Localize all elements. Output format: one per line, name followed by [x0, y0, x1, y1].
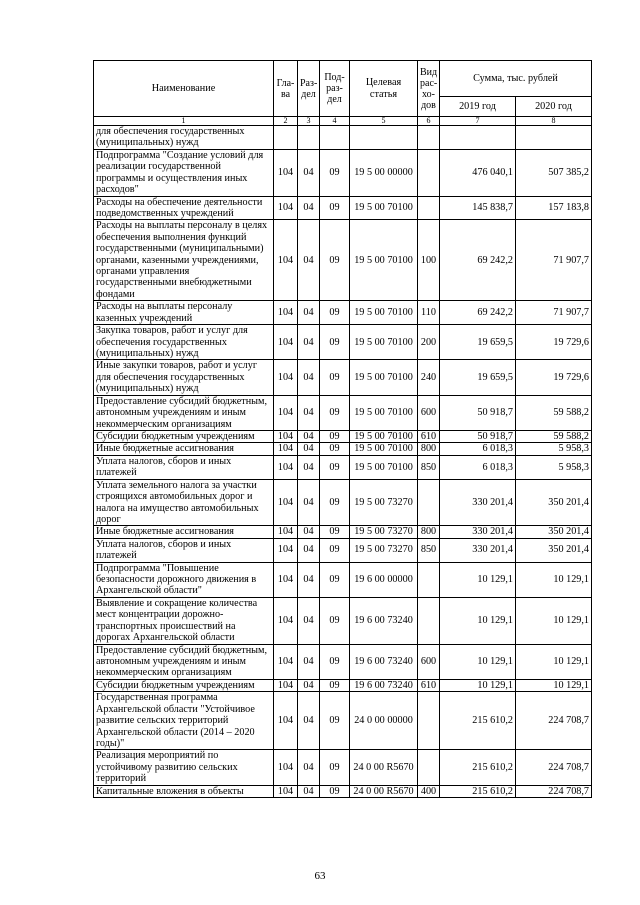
header-podrazdel: Под-раз-дел	[320, 61, 350, 117]
cell-razdel: 04	[298, 785, 320, 797]
cell-target: 19 5 00 73270	[350, 479, 418, 526]
table-row	[94, 325, 592, 360]
cell-razdel	[298, 126, 320, 150]
cell-vid: 600	[418, 644, 440, 679]
table-row	[94, 220, 592, 301]
cell-y2020: 224 708,7	[516, 692, 592, 750]
cell-name: Предоставление субсидий бюджетным, автономным учреждениям и иным некоммерческим организациям	[94, 395, 274, 430]
table-row	[94, 455, 592, 479]
cell-y2019: 10 129,1	[440, 644, 516, 679]
cell-y2019: 145 838,7	[440, 196, 516, 220]
header-2020: 2020 год	[516, 97, 592, 117]
table-row	[94, 644, 592, 679]
cell-vid: 240	[418, 360, 440, 395]
cell-podrazdel: 09	[320, 538, 350, 562]
table-row	[94, 562, 592, 597]
header-2019: 2019 год	[440, 97, 516, 117]
cell-glava: 104	[274, 644, 298, 679]
cell-glava: 104	[274, 220, 298, 301]
cell-y2019: 19 659,5	[440, 325, 516, 360]
cell-name: Уплата земельного налога за участки строящихся автомобильных дорог и налога на имущество автомобильных дорог	[94, 479, 274, 526]
cell-y2020: 507 385,2	[516, 149, 592, 196]
cell-name: Государственная программа Архангельской области "Устойчивое развитие сельских территорий Архангельской области (2014 – 2020 годы)"	[94, 692, 274, 750]
cell-glava: 104	[274, 395, 298, 430]
cell-name: Субсидии бюджетным учреждениям	[94, 430, 274, 442]
cell-y2020: 19 729,6	[516, 360, 592, 395]
cell-podrazdel: 09	[320, 395, 350, 430]
cell-glava: 104	[274, 785, 298, 797]
table-row	[94, 126, 592, 150]
cell-target: 19 5 00 70100	[350, 443, 418, 455]
cell-name: Реализация мероприятий по устойчивому развитию сельских территорий	[94, 750, 274, 785]
cell-y2019: 10 129,1	[440, 562, 516, 597]
page-number: 63	[314, 870, 326, 882]
table-row	[94, 196, 592, 220]
cell-name: Иные бюджетные ассигнования	[94, 443, 274, 455]
cell-razdel: 04	[298, 325, 320, 360]
cell-y2019: 19 659,5	[440, 360, 516, 395]
table-row	[94, 526, 592, 538]
cell-y2020: 10 129,1	[516, 644, 592, 679]
cell-glava: 104	[274, 360, 298, 395]
table-row	[94, 479, 592, 526]
cell-y2020: 10 129,1	[516, 679, 592, 691]
cell-glava: 104	[274, 692, 298, 750]
cell-vid: 850	[418, 538, 440, 562]
cell-name: Подпрограмма "Повышение безопасности дорожного движения в Архангельской области"	[94, 562, 274, 597]
cell-y2019: 10 129,1	[440, 597, 516, 644]
column-number: 2	[274, 117, 298, 126]
cell-razdel: 04	[298, 692, 320, 750]
cell-name: Иные закупки товаров, работ и услуг для обеспечения государственных (муниципальных) нужд	[94, 360, 274, 395]
cell-y2019: 6 018,3	[440, 443, 516, 455]
header-name: Наименование	[94, 61, 274, 117]
cell-y2019: 476 040,1	[440, 149, 516, 196]
column-numbers-row	[94, 117, 592, 126]
cell-y2019: 6 018,3	[440, 455, 516, 479]
column-number: 4	[320, 117, 350, 126]
column-number: 7	[440, 117, 516, 126]
table-row	[94, 430, 592, 442]
cell-glava: 104	[274, 430, 298, 442]
cell-vid	[418, 692, 440, 750]
cell-name: Подпрограмма "Создание условий для реализации государственной программы и осуществления иных расходов"	[94, 149, 274, 196]
cell-target: 19 5 00 73270	[350, 538, 418, 562]
cell-vid	[418, 597, 440, 644]
table-row	[94, 597, 592, 644]
table-row	[94, 692, 592, 750]
cell-y2019: 10 129,1	[440, 679, 516, 691]
cell-glava	[274, 126, 298, 150]
cell-name: Закупка товаров, работ и услуг для обеспечения государственных (муниципальных) нужд	[94, 325, 274, 360]
table-row	[94, 538, 592, 562]
cell-podrazdel: 09	[320, 301, 350, 325]
cell-podrazdel: 09	[320, 455, 350, 479]
cell-glava: 104	[274, 679, 298, 691]
cell-name: Уплата налогов, сборов и иных платежей	[94, 455, 274, 479]
cell-y2019: 50 918,7	[440, 430, 516, 442]
cell-target: 19 6 00 00000	[350, 562, 418, 597]
cell-podrazdel: 09	[320, 443, 350, 455]
cell-razdel: 04	[298, 750, 320, 785]
cell-glava: 104	[274, 479, 298, 526]
cell-y2019: 215 610,2	[440, 785, 516, 797]
cell-podrazdel: 09	[320, 644, 350, 679]
cell-glava: 104	[274, 597, 298, 644]
column-number: 8	[516, 117, 592, 126]
cell-target: 19 5 00 70100	[350, 395, 418, 430]
column-number: 3	[298, 117, 320, 126]
cell-glava: 104	[274, 149, 298, 196]
cell-podrazdel: 09	[320, 785, 350, 797]
cell-y2020	[516, 126, 592, 150]
cell-vid: 850	[418, 455, 440, 479]
cell-name: Капитальные вложения в объекты	[94, 785, 274, 797]
budget-table	[93, 60, 592, 798]
column-number: 5	[350, 117, 418, 126]
cell-glava: 104	[274, 443, 298, 455]
cell-razdel: 04	[298, 479, 320, 526]
cell-name: Уплата налогов, сборов и иных платежей	[94, 538, 274, 562]
cell-podrazdel: 09	[320, 149, 350, 196]
cell-razdel: 04	[298, 395, 320, 430]
column-number: 1	[94, 117, 274, 126]
table-row	[94, 301, 592, 325]
cell-podrazdel: 09	[320, 430, 350, 442]
cell-razdel: 04	[298, 430, 320, 442]
cell-y2020: 10 129,1	[516, 597, 592, 644]
table-row	[94, 785, 592, 797]
cell-glava: 104	[274, 301, 298, 325]
cell-y2020: 10 129,1	[516, 562, 592, 597]
cell-y2020: 59 588,2	[516, 395, 592, 430]
cell-podrazdel: 09	[320, 692, 350, 750]
cell-vid: 100	[418, 220, 440, 301]
cell-target: 19 5 00 73270	[350, 526, 418, 538]
cell-vid	[418, 479, 440, 526]
cell-razdel: 04	[298, 196, 320, 220]
cell-y2019: 215 610,2	[440, 750, 516, 785]
cell-name: Предоставление субсидий бюджетным, автономным учреждениям и иным некоммерческим организациям	[94, 644, 274, 679]
table-row	[94, 149, 592, 196]
table-row	[94, 679, 592, 691]
cell-target: 19 6 00 73240	[350, 679, 418, 691]
cell-target: 19 6 00 73240	[350, 597, 418, 644]
cell-razdel: 04	[298, 149, 320, 196]
cell-target: 19 6 00 73240	[350, 644, 418, 679]
cell-target: 24 0 00 R5670	[350, 785, 418, 797]
cell-y2020: 224 708,7	[516, 750, 592, 785]
table-row	[94, 395, 592, 430]
cell-target: 24 0 00 00000	[350, 692, 418, 750]
header-row	[94, 61, 592, 97]
column-number: 6	[418, 117, 440, 126]
cell-razdel: 04	[298, 220, 320, 301]
cell-y2019	[440, 126, 516, 150]
cell-vid	[418, 750, 440, 785]
cell-vid: 600	[418, 395, 440, 430]
cell-razdel: 04	[298, 301, 320, 325]
cell-razdel: 04	[298, 360, 320, 395]
cell-name: Расходы на выплаты персоналу в целях обеспечения выполнения функций государственными (муниципальными) органами, казенными учреждениями, органами управления государственными внебюджетными фондами	[94, 220, 274, 301]
cell-vid: 610	[418, 430, 440, 442]
cell-name: для обеспечения государственных (муниципальных) нужд	[94, 126, 274, 150]
cell-vid	[418, 149, 440, 196]
cell-target: 19 5 00 00000	[350, 149, 418, 196]
cell-target: 19 5 00 70100	[350, 325, 418, 360]
cell-podrazdel	[320, 126, 350, 150]
cell-glava: 104	[274, 455, 298, 479]
cell-glava: 104	[274, 562, 298, 597]
cell-name: Иные бюджетные ассигнования	[94, 526, 274, 538]
cell-vid	[418, 562, 440, 597]
cell-target: 19 5 00 70100	[350, 196, 418, 220]
cell-target: 24 0 00 R5670	[350, 750, 418, 785]
cell-razdel: 04	[298, 455, 320, 479]
cell-target: 19 5 00 70100	[350, 220, 418, 301]
cell-glava: 104	[274, 325, 298, 360]
cell-podrazdel: 09	[320, 679, 350, 691]
cell-y2020: 5 958,3	[516, 443, 592, 455]
cell-y2020: 224 708,7	[516, 785, 592, 797]
cell-razdel: 04	[298, 679, 320, 691]
table-row	[94, 443, 592, 455]
cell-podrazdel: 09	[320, 750, 350, 785]
cell-y2019: 69 242,2	[440, 301, 516, 325]
cell-podrazdel: 09	[320, 360, 350, 395]
cell-razdel: 04	[298, 562, 320, 597]
cell-target: 19 5 00 70100	[350, 360, 418, 395]
cell-y2020: 5 958,3	[516, 455, 592, 479]
cell-y2019: 50 918,7	[440, 395, 516, 430]
cell-podrazdel: 09	[320, 479, 350, 526]
cell-y2019: 330 201,4	[440, 526, 516, 538]
header-vid: Вид рас-хо-дов	[418, 61, 440, 117]
cell-name: Расходы на выплаты персоналу казенных учреждений	[94, 301, 274, 325]
table-row	[94, 360, 592, 395]
cell-y2020: 71 907,7	[516, 220, 592, 301]
cell-y2020: 350 201,4	[516, 479, 592, 526]
cell-target: 19 5 00 70100	[350, 455, 418, 479]
cell-vid: 800	[418, 443, 440, 455]
cell-y2020: 59 588,2	[516, 430, 592, 442]
cell-y2020: 350 201,4	[516, 526, 592, 538]
cell-target: 19 5 00 70100	[350, 301, 418, 325]
cell-vid: 610	[418, 679, 440, 691]
cell-vid	[418, 126, 440, 150]
cell-target: 19 5 00 70100	[350, 430, 418, 442]
cell-podrazdel: 09	[320, 196, 350, 220]
cell-y2019: 215 610,2	[440, 692, 516, 750]
table-row	[94, 750, 592, 785]
cell-podrazdel: 09	[320, 325, 350, 360]
cell-vid: 200	[418, 325, 440, 360]
cell-y2020: 19 729,6	[516, 325, 592, 360]
cell-glava: 104	[274, 526, 298, 538]
cell-name: Выявление и сокращение количества мест концентрации дорожно-транспортных происшествий на дорогах Архангельской области	[94, 597, 274, 644]
cell-podrazdel: 09	[320, 526, 350, 538]
cell-vid: 800	[418, 526, 440, 538]
cell-razdel: 04	[298, 597, 320, 644]
cell-glava: 104	[274, 538, 298, 562]
cell-razdel: 04	[298, 644, 320, 679]
header-sum: Сумма, тыс. рублей	[440, 61, 592, 97]
cell-podrazdel: 09	[320, 220, 350, 301]
cell-glava: 104	[274, 196, 298, 220]
cell-vid: 400	[418, 785, 440, 797]
header-target: Целевая статья	[350, 61, 418, 117]
cell-razdel: 04	[298, 526, 320, 538]
cell-y2019: 330 201,4	[440, 538, 516, 562]
cell-y2020: 157 183,8	[516, 196, 592, 220]
cell-razdel: 04	[298, 443, 320, 455]
cell-vid	[418, 196, 440, 220]
cell-name: Расходы на обеспечение деятельности подведомственных учреждений	[94, 196, 274, 220]
cell-y2019: 330 201,4	[440, 479, 516, 526]
cell-podrazdel: 09	[320, 597, 350, 644]
header-razdel: Раз-дел	[298, 61, 320, 117]
cell-y2020: 71 907,7	[516, 301, 592, 325]
cell-name: Субсидии бюджетным учреждениям	[94, 679, 274, 691]
header-glava: Гла-ва	[274, 61, 298, 117]
cell-target	[350, 126, 418, 150]
cell-y2019: 69 242,2	[440, 220, 516, 301]
cell-glava: 104	[274, 750, 298, 785]
cell-podrazdel: 09	[320, 562, 350, 597]
cell-vid: 110	[418, 301, 440, 325]
cell-y2020: 350 201,4	[516, 538, 592, 562]
cell-razdel: 04	[298, 538, 320, 562]
